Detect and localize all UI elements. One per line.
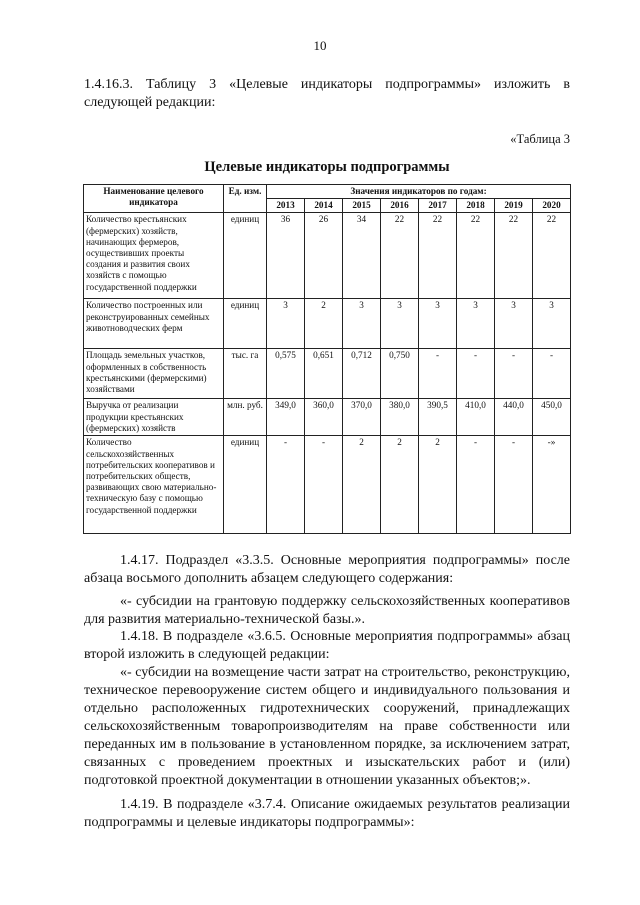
- year-header: 2016: [381, 199, 419, 213]
- indicator-name: Количество сельскохозяйственных потребительских кооперативов и потребительских обществ, развивающих свою материально-техническую базу с помощью государственной поддержки: [84, 436, 224, 534]
- indicator-value: 22: [533, 213, 571, 299]
- year-header: 2015: [343, 199, 381, 213]
- indicator-unit: единиц: [224, 299, 267, 349]
- indicator-value: -: [457, 436, 495, 534]
- paragraph-grant-subsidy: «- субсидии на грантовую поддержку сельскохозяйственных кооперативов для развития материально-технической базы.».: [84, 594, 570, 627]
- indicator-value: 3: [457, 299, 495, 349]
- header-values: Значения индикаторов по годам:: [267, 185, 571, 199]
- header-name: Наименование целевого индикатора: [84, 185, 224, 213]
- indicator-value: 3: [533, 299, 571, 349]
- indicator-name: Площадь земельных участков, оформленных в собственность крестьянскими (фермерскими) хозяйствами: [84, 349, 224, 399]
- indicator-value: 0,651: [305, 349, 343, 399]
- indicator-value: 360,0: [305, 399, 343, 436]
- indicator-value: -: [533, 349, 571, 399]
- indicator-name: Количество построенных или реконструированных семейных животноводческих ферм: [84, 299, 224, 349]
- indicator-value: 2: [419, 436, 457, 534]
- indicator-unit: тыс. га: [224, 349, 267, 399]
- paragraph-1-4-19: 1.4.19. В подразделе «3.7.4. Описание ожидаемых результатов реализации подпрограммы и целевые индикаторы подпрограммы»:: [84, 797, 570, 830]
- page-number: 10: [313, 38, 327, 53]
- indicator-value: -: [419, 349, 457, 399]
- indicator-value: 0,750: [381, 349, 419, 399]
- table-row: [84, 399, 571, 436]
- indicator-value: -: [305, 436, 343, 534]
- indicator-name: Выручка от реализации продукции крестьянских (фермерских) хозяйств: [84, 399, 224, 436]
- indicator-value: 22: [495, 213, 533, 299]
- indicator-value: 36: [267, 213, 305, 299]
- indicator-value: 410,0: [457, 399, 495, 436]
- indicator-value: 2: [381, 436, 419, 534]
- indicator-value: 349,0: [267, 399, 305, 436]
- indicator-unit: единиц: [224, 213, 267, 299]
- indicator-value: 3: [267, 299, 305, 349]
- indicator-value: 3: [343, 299, 381, 349]
- indicator-value: 3: [495, 299, 533, 349]
- paragraph-cost-subsidy: «- субсидии на возмещение части затрат на строительство, реконструкцию, техническое перевооружение систем общего и индивидуального пользования и отдельно расположенных гидротехнических сооружений, принадлежащих сельскохозяйственным товаропроизводителям на праве собственности или переданных им в пользование в установленном порядке, за исключением затрат, связанных с проведением проектных и изыскательских работ и (или) подготовкой проектной документации в отношении указанных объектов;».: [84, 665, 570, 788]
- table-row: [84, 349, 571, 399]
- indicator-value: 22: [419, 213, 457, 299]
- year-header: 2019: [495, 199, 533, 213]
- indicator-value: -: [495, 349, 533, 399]
- indicator-unit: млн. руб.: [224, 399, 267, 436]
- paragraph-1-4-17: 1.4.17. Подраздел «3.3.5. Основные мероприятия подпрограммы» после абзаца восьмого дополнить абзацем следующего содержания:: [84, 553, 570, 586]
- indicator-value: -: [457, 349, 495, 399]
- indicator-name: Количество крестьянских (фермерских) хозяйств, начинающих фермеров, осуществивших проекты создания и развития своих хозяйств с помощью государственной поддержки: [84, 213, 224, 299]
- indicator-value: 26: [305, 213, 343, 299]
- indicator-value: 440,0: [495, 399, 533, 436]
- header-unit: Ед. изм.: [224, 185, 267, 213]
- year-header: 2017: [419, 199, 457, 213]
- table-reference: «Таблица 3: [510, 132, 570, 146]
- indicator-value: -: [495, 436, 533, 534]
- table-row: [84, 436, 571, 534]
- indicator-value: -»: [533, 436, 571, 534]
- paragraph-1-4-18: 1.4.18. В подразделе «3.6.5. Основные мероприятия подпрограммы» абзац второй изложить в следующей редакции:: [84, 629, 570, 662]
- indicator-value: -: [267, 436, 305, 534]
- indicator-value: 0,575: [267, 349, 305, 399]
- indicator-value: 0,712: [343, 349, 381, 399]
- indicator-value: 3: [381, 299, 419, 349]
- indicator-value: 3: [419, 299, 457, 349]
- indicator-value: 380,0: [381, 399, 419, 436]
- indicator-value: 450,0: [533, 399, 571, 436]
- year-header: 2014: [305, 199, 343, 213]
- year-header: 2018: [457, 199, 495, 213]
- indicators-table: [83, 184, 571, 534]
- indicator-value: 22: [381, 213, 419, 299]
- year-header: 2013: [267, 199, 305, 213]
- indicator-value: 370,0: [343, 399, 381, 436]
- indicator-unit: единиц: [224, 436, 267, 534]
- table-title: Целевые индикаторы подпрограммы: [204, 159, 450, 175]
- indicator-value: 390,5: [419, 399, 457, 436]
- intro-paragraph: 1.4.16.3. Таблицу 3 «Целевые индикаторы подпрограммы» изложить в следующей редакции:: [84, 77, 570, 110]
- table-row: [84, 299, 571, 349]
- indicator-value: 2: [343, 436, 381, 534]
- table-row: [84, 213, 571, 299]
- year-header: 2020: [533, 199, 571, 213]
- indicator-value: 22: [457, 213, 495, 299]
- indicator-value: 34: [343, 213, 381, 299]
- indicator-value: 2: [305, 299, 343, 349]
